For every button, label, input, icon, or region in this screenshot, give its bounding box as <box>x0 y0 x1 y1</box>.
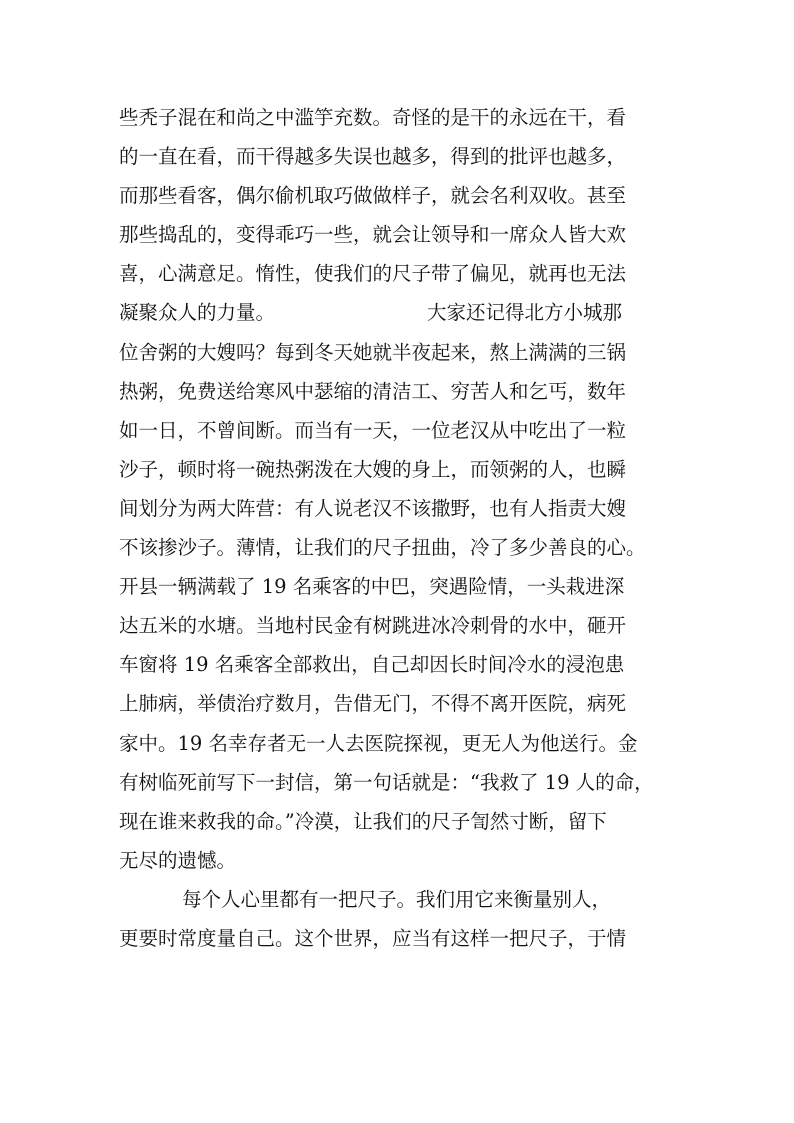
text-line: 热粥，免费送给寒风中瑟缩的清洁工、穷苦人和乞丐，数年 <box>119 379 627 403</box>
text-line-tail: 大家还记得北方小城那 <box>427 301 623 325</box>
text-line: 无尽的遗憾。 <box>119 848 237 872</box>
text-line: 车窗将 19 名乘客全部救出，自己却因长时间冷水的浸泡患 <box>119 653 625 677</box>
text-line: 达五米的水塘。当地村民金有树跳进冰冷刺骨的水中，砸开 <box>119 614 627 638</box>
text-line: 的一直在看，而干得越多失误也越多，得到的批评也越多， <box>119 145 627 169</box>
text-line: 喜，心满意足。惰性，使我们的尺子带了偏见，就再也无法 <box>119 262 627 286</box>
text-line: 而那些看客，偶尔偷机取巧做做样子，就会名利双收。甚至 <box>119 184 627 208</box>
text-line: 有树临死前写下一封信，第一句话就是：“我救了 19 人的命， <box>119 770 654 794</box>
body-text <box>119 98 679 958</box>
paragraph-first-line: 每个人心里都有一把尺子。我们用它来衡量别人， <box>182 887 612 911</box>
text-line: 更要时常度量自己。这个世界，应当有这样一把尺子，于情 <box>119 926 627 950</box>
text-line: 如一日，不曾间断。而当有一天，一位老汉从中吃出了一粒 <box>119 418 627 442</box>
text-line: 那些捣乱的，变得乖巧一些，就会让领导和一席众人皆大欢 <box>119 223 627 247</box>
text-line: 间划分为两大阵营：有人说老汉不该撒野，也有人指责大嫂 <box>119 496 627 520</box>
text-line: 位舍粥的大嫂吗？每到冬天她就半夜起来，熬上满满的三锅 <box>119 340 627 364</box>
text-line: 家中。19 名幸存者无一人去医院探视，更无人为他送行。金 <box>119 731 638 755</box>
text-line <box>119 293 679 332</box>
text-line: 不该掺沙子。薄情，让我们的尺子扭曲，冷了多少善良的心。 <box>119 536 646 560</box>
text-line: 上肺病，举债治疗数月，告借无门，不得不离开医院，病死 <box>119 692 627 716</box>
text-line: 现在谁来救我的命。”冷漠，让我们的尺子訇然寸断，留下 <box>119 809 607 833</box>
text-line: 些秃子混在和尚之中滥竽充数。奇怪的是干的永远在干，看 <box>119 106 627 129</box>
text-line-start: 凝聚众人的力量。 <box>119 301 276 325</box>
text-line: 开县一辆满载了 19 名乘客的中巴，突遇险情，一头栽进深 <box>119 575 625 599</box>
text-line: 沙子，顿时将一碗热粥泼在大嫂的身上，而领粥的人，也瞬 <box>119 457 627 481</box>
